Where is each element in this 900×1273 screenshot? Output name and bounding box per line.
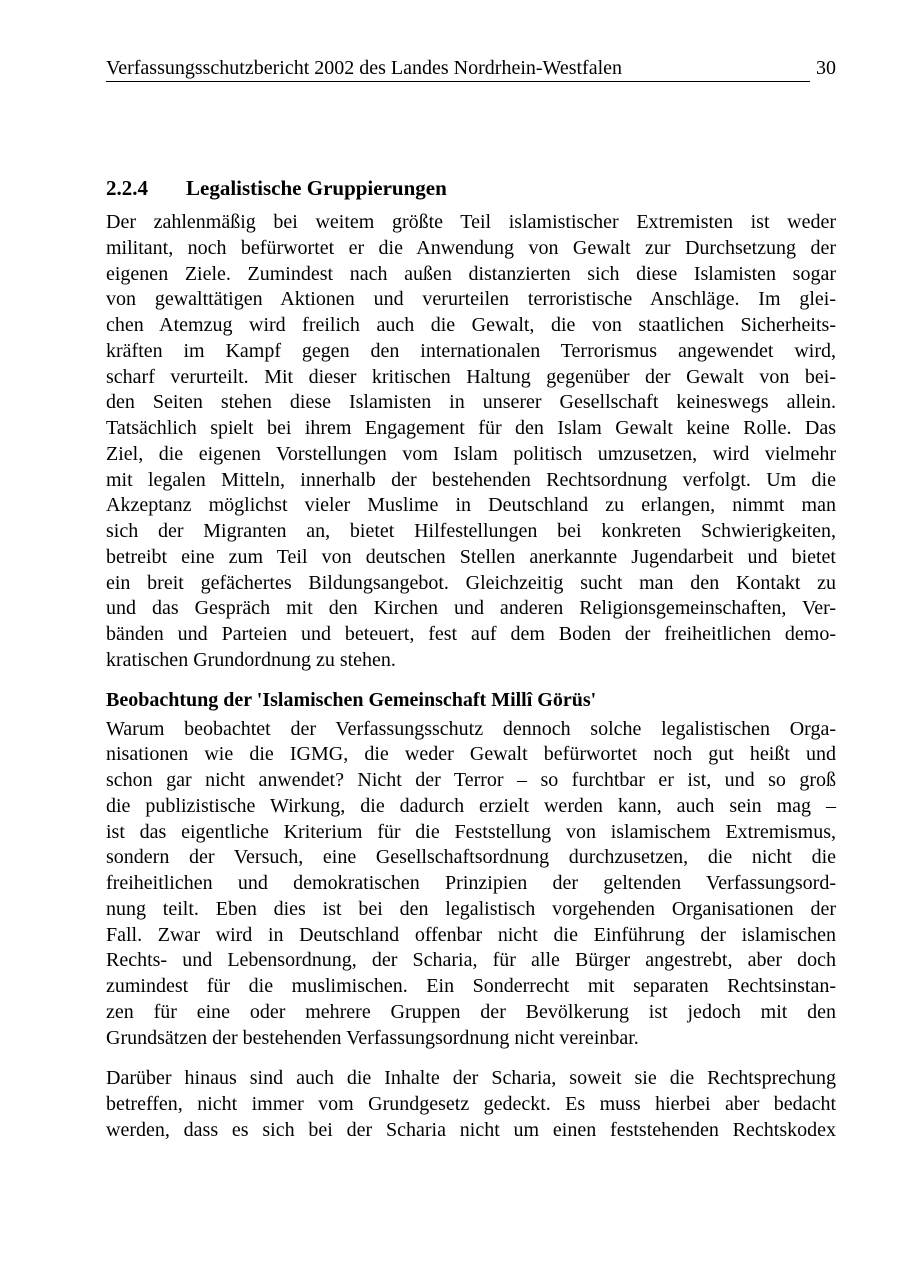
paragraph-legalistic-groups [106, 210, 836, 674]
text-line: eigenen Ziele. Zumindest nach außen distanzierten sich diese Islamisten sogar [106, 262, 836, 285]
header-title: Verfassungsschutzbericht 2002 des Landes Nordrhein-Westfalen [106, 57, 623, 79]
text-line: bänden und Parteien und beteuert, fest auf dem Boden der freiheitlichen demo- [106, 623, 836, 645]
text-line: von gewalttätigen Aktionen und verurteilen terroristische Anschläge. Im glei- [106, 288, 836, 311]
text-line: ist das eigentliche Kriterium für die Feststellung von islamischem Extremismus, [106, 820, 836, 843]
text-line: Ziel, die eigenen Vorstellungen vom Islam politisch umzusetzen, wird vielmehr [106, 442, 836, 465]
text-line: kratischen Grundordnung zu stehen. [106, 648, 396, 671]
text-line: Fall. Zwar wird in Deutschland offenbar nicht die Einführung der islamischen [106, 923, 836, 946]
text-line: Darüber hinaus sind auch die Inhalte der Scharia, soweit sie die Rechtsprechung [106, 1067, 836, 1090]
section-heading [106, 173, 836, 203]
text-line: werden, dass es sich bei der Scharia nicht um einen feststehenden Rechtskodex [106, 1118, 836, 1141]
page-content [106, 173, 836, 1144]
text-line: und das Gespräch mit den Kirchen und anderen Religionsgemeinschaften, Ver- [106, 597, 836, 620]
text-line: schon gar nicht anwendet? Nicht der Terror – so furchtbar er ist, und so groß [106, 769, 836, 791]
text-line: sich der Migranten an, bietet Hilfestellungen bei konkreten Schwierigkeiten, [106, 520, 836, 542]
text-line: Tatsächlich spielt bei ihrem Engagement für den Islam Gewalt keine Rolle. Das [106, 417, 836, 439]
text-line: kräften im Kampf gegen den internationalen Terrorismus angewendet wird, [106, 339, 836, 362]
text-line: nung teilt. Eben dies ist bei den legalistisch vorgehenden Organisationen der [106, 897, 836, 920]
section-number: 2.2.4 [106, 176, 148, 200]
text-line: Der zahlenmäßig bei weitem größte Teil islamistischer Extremisten ist weder [106, 211, 836, 233]
page-number: 30 [816, 57, 836, 79]
text-line: Akzeptanz möglichst vieler Muslime in Deutschland zu erlangen, nimmt man [106, 494, 836, 517]
text-line: zumindest für die muslimischen. Ein Sonderrecht mit separaten Rechtsinstan- [106, 975, 836, 997]
text-line: den Seiten stehen diese Islamisten in unserer Gesellschaft keineswegs allein. [106, 391, 836, 414]
text-line: chen Atemzug wird freilich auch die Gewalt, die von staatlichen Sicherheits- [106, 314, 836, 336]
subsection-heading: Beobachtung der 'Islamischen Gemeinschaft Millî Görüs' [106, 688, 597, 711]
text-line: mit legalen Mitteln, innerhalb der bestehenden Rechtsordnung verfolgt. Um die [106, 468, 836, 491]
text-line: militant, noch befürwortet er die Anwendung von Gewalt zur Durchsetzung der [106, 236, 836, 259]
section-title: Legalistische Gruppierungen [186, 176, 447, 200]
text-line: zen für eine oder mehrere Gruppen der Bevölkerung ist jedoch mit den [106, 1000, 836, 1023]
paragraph-observation [106, 717, 836, 1052]
text-line: scharf verurteilt. Mit dieser kritischen Haltung gegenüber der Gewalt von bei- [106, 365, 836, 388]
text-line: Grundsätzen der bestehenden Verfassungsordnung nicht vereinbar. [106, 1026, 639, 1049]
text-line: betreibt eine zum Teil von deutschen Stellen anerkannte Jugendarbeit und bietet [106, 545, 836, 568]
text-line: sondern der Versuch, eine Gesellschaftsordnung durchzusetzen, die nicht die [106, 846, 836, 869]
running-header [106, 52, 836, 82]
text-line: freiheitlichen und demokratischen Prinzipien der geltenden Verfassungsord- [106, 872, 836, 894]
text-line: die publizistische Wirkung, die dadurch erzielt werden kann, auch sein mag – [106, 794, 836, 817]
text-line: nisationen wie die IGMG, die weder Gewalt befürwortet noch gut heißt und [106, 743, 836, 766]
text-line: betreffen, nicht immer vom Grundgesetz gedeckt. Es muss hierbei aber bedacht [106, 1093, 836, 1115]
text-line: ein breit gefächertes Bildungsangebot. Gleichzeitig sucht man den Kontakt zu [106, 571, 836, 594]
header-rule [106, 81, 810, 82]
paragraph-scharia [106, 1066, 836, 1143]
text-line: Rechts- und Lebensordnung, der Scharia, für alle Bürger angestrebt, aber doch [106, 949, 836, 972]
text-line: Warum beobachtet der Verfassungsschutz dennoch solche legalistischen Orga- [106, 717, 836, 740]
